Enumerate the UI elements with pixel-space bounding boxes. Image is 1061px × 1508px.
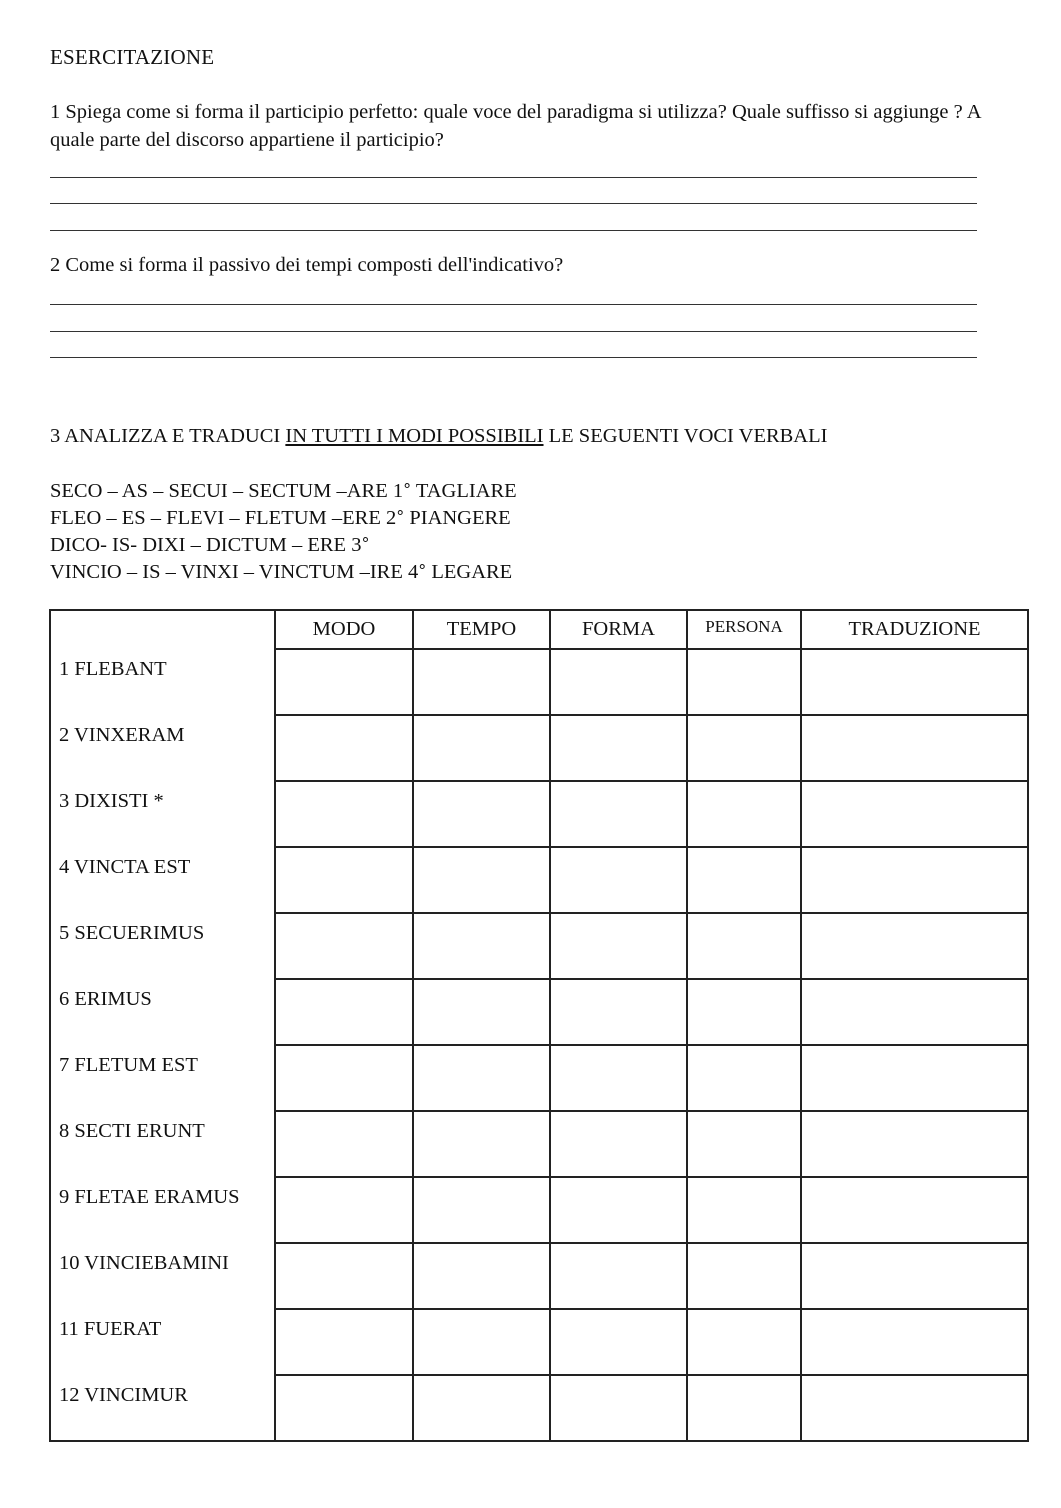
traduzione-cell[interactable] — [801, 913, 1028, 979]
verb-form-label: 4 VINCTA EST — [50, 847, 275, 913]
table-row — [50, 649, 1028, 715]
header-traduzione: TRADUZIONE — [801, 610, 1028, 649]
persona-cell[interactable] — [687, 847, 801, 913]
forma-cell[interactable] — [550, 1243, 687, 1309]
verb-form-label: 5 SECUERIMUS — [50, 913, 275, 979]
question-2: 2 Come si forma il passivo dei tempi composti dell'indicativo? — [50, 254, 564, 276]
modo-cell[interactable] — [275, 1177, 413, 1243]
answer-line[interactable] — [50, 331, 977, 332]
answer-line[interactable] — [50, 177, 977, 178]
table-row — [50, 1309, 1028, 1375]
table-header-row — [50, 610, 1028, 649]
modo-cell[interactable] — [275, 1375, 413, 1441]
header-corner-cell — [50, 610, 275, 649]
verb-form-label: 3 DIXISTI * — [50, 781, 275, 847]
verb-form-label: 8 SECTI ERUNT — [50, 1111, 275, 1177]
traduzione-cell[interactable] — [801, 1375, 1028, 1441]
verb-form-label: 9 FLETAE ERAMUS — [50, 1177, 275, 1243]
analysis-table — [49, 609, 1029, 1442]
paradigm-meaning: LEGARE — [426, 561, 513, 583]
modo-cell[interactable] — [275, 1243, 413, 1309]
verb-paradigms — [50, 478, 517, 586]
modo-cell[interactable] — [275, 847, 413, 913]
answer-line[interactable] — [50, 230, 977, 231]
traduzione-cell[interactable] — [801, 1111, 1028, 1177]
verb-form-label: 6 ERIMUS — [50, 979, 275, 1045]
persona-cell[interactable] — [687, 1309, 801, 1375]
table-row — [50, 715, 1028, 781]
traduzione-cell[interactable] — [801, 979, 1028, 1045]
verb-form-label: 2 VINXERAM — [50, 715, 275, 781]
verb-form-label: 10 VINCIEBAMINI — [50, 1243, 275, 1309]
tempo-cell[interactable] — [413, 847, 550, 913]
modo-cell[interactable] — [275, 1309, 413, 1375]
persona-cell[interactable] — [687, 1111, 801, 1177]
forma-cell[interactable] — [550, 1045, 687, 1111]
tempo-cell[interactable] — [413, 1375, 550, 1441]
persona-cell[interactable] — [687, 913, 801, 979]
question-3-suffix: LE SEGUENTI VOCI VERBALI — [543, 425, 828, 447]
forma-cell[interactable] — [550, 979, 687, 1045]
tempo-cell[interactable] — [413, 1243, 550, 1309]
question-1: 1 Spiega come si forma il participio perfetto: quale voce del paradigma si utilizza? Quale suffisso si aggiunge ? A quale parte del discorso appartiene il participio? — [50, 101, 981, 151]
paradigm-line — [50, 505, 517, 532]
degree-symbol: ° — [396, 507, 405, 526]
modo-cell[interactable] — [275, 1045, 413, 1111]
header-forma: FORMA — [550, 610, 687, 649]
forma-cell[interactable] — [550, 1177, 687, 1243]
table-row — [50, 913, 1028, 979]
degree-symbol: ° — [361, 534, 370, 553]
paradigm-meaning: TAGLIARE — [411, 480, 517, 502]
forma-cell[interactable] — [550, 649, 687, 715]
modo-cell[interactable] — [275, 649, 413, 715]
table-row — [50, 1243, 1028, 1309]
paradigm-forms: VINCIO – IS – VINXI – VINCTUM –IRE 4 — [50, 561, 419, 583]
tempo-cell[interactable] — [413, 1177, 550, 1243]
question-3 — [50, 425, 827, 448]
verb-form-label: 1 FLEBANT — [50, 649, 275, 715]
traduzione-cell[interactable] — [801, 649, 1028, 715]
header-modo: MODO — [275, 610, 413, 649]
table-row — [50, 1045, 1028, 1111]
verb-form-label: 12 VINCIMUR — [50, 1375, 275, 1441]
traduzione-cell[interactable] — [801, 847, 1028, 913]
tempo-cell[interactable] — [413, 1309, 550, 1375]
tempo-cell[interactable] — [413, 913, 550, 979]
header-tempo: TEMPO — [413, 610, 550, 649]
persona-cell[interactable] — [687, 649, 801, 715]
paradigm-forms: DICO- IS- DIXI – DICTUM – ERE 3 — [50, 534, 362, 556]
tempo-cell[interactable] — [413, 1045, 550, 1111]
page-title: ESERCITAZIONE — [50, 45, 215, 69]
modo-cell[interactable] — [275, 913, 413, 979]
question-3-emphasis: IN TUTTI I MODI POSSIBILI — [285, 425, 544, 447]
traduzione-cell[interactable] — [801, 1045, 1028, 1111]
persona-cell[interactable] — [687, 979, 801, 1045]
header-persona: PERSONA — [687, 610, 801, 649]
question-3-prefix: 3 ANALIZZA E TRADUCI — [50, 425, 286, 447]
verb-form-label: 11 FUERAT — [50, 1309, 275, 1375]
paradigm-meaning: PIANGERE — [404, 507, 511, 529]
paradigm-line — [50, 532, 517, 559]
traduzione-cell[interactable] — [801, 781, 1028, 847]
forma-cell[interactable] — [550, 715, 687, 781]
forma-cell[interactable] — [550, 1111, 687, 1177]
tempo-cell[interactable] — [413, 649, 550, 715]
answer-line[interactable] — [50, 304, 977, 305]
persona-cell[interactable] — [687, 1243, 801, 1309]
persona-cell[interactable] — [687, 715, 801, 781]
traduzione-cell[interactable] — [801, 1243, 1028, 1309]
degree-symbol: ° — [418, 561, 427, 580]
verb-form-label: 7 FLETUM EST — [50, 1045, 275, 1111]
modo-cell[interactable] — [275, 715, 413, 781]
forma-cell[interactable] — [550, 913, 687, 979]
table-row — [50, 1177, 1028, 1243]
paradigm-line — [50, 559, 517, 586]
paradigm-line — [50, 478, 517, 505]
table-row — [50, 1111, 1028, 1177]
persona-cell[interactable] — [687, 1177, 801, 1243]
modo-cell[interactable] — [275, 781, 413, 847]
paradigm-forms: SECO – AS – SECUI – SECTUM –ARE 1 — [50, 480, 404, 502]
persona-cell[interactable] — [687, 781, 801, 847]
traduzione-cell[interactable] — [801, 1177, 1028, 1243]
tempo-cell[interactable] — [413, 979, 550, 1045]
answer-line[interactable] — [50, 357, 977, 358]
paradigm-forms: FLEO – ES – FLEVI – FLETUM –ERE 2 — [50, 507, 397, 529]
table-row — [50, 847, 1028, 913]
answer-line[interactable] — [50, 203, 977, 204]
degree-symbol: ° — [403, 480, 412, 499]
modo-cell[interactable] — [275, 979, 413, 1045]
tempo-cell[interactable] — [413, 715, 550, 781]
traduzione-cell[interactable] — [801, 715, 1028, 781]
forma-cell[interactable] — [550, 1375, 687, 1441]
persona-cell[interactable] — [687, 1045, 801, 1111]
forma-cell[interactable] — [550, 1309, 687, 1375]
tempo-cell[interactable] — [413, 781, 550, 847]
persona-cell[interactable] — [687, 1375, 801, 1441]
table-row — [50, 781, 1028, 847]
table-row — [50, 1375, 1028, 1441]
table-row — [50, 979, 1028, 1045]
traduzione-cell[interactable] — [801, 1309, 1028, 1375]
tempo-cell[interactable] — [413, 1111, 550, 1177]
forma-cell[interactable] — [550, 847, 687, 913]
modo-cell[interactable] — [275, 1111, 413, 1177]
forma-cell[interactable] — [550, 781, 687, 847]
